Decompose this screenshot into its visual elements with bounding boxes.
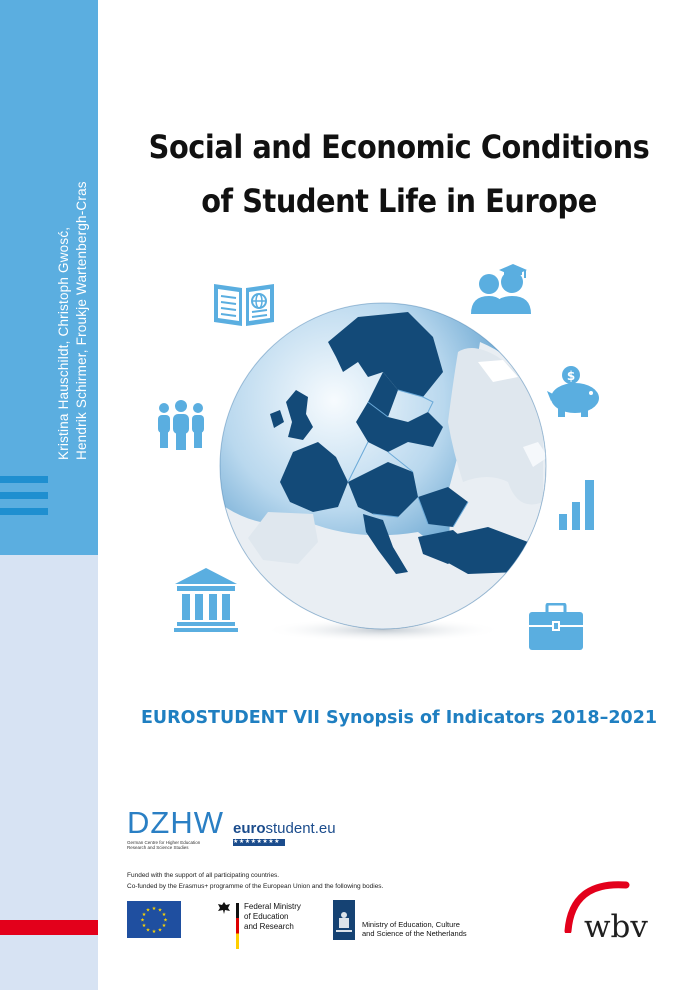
svg-text:★: ★ bbox=[161, 923, 167, 929]
authors bbox=[55, 130, 91, 460]
dzhw-logo-text: DZHW bbox=[127, 805, 224, 840]
nl-line-1: Ministry of Education, Culture bbox=[362, 920, 460, 929]
group-of-people-icon bbox=[156, 400, 206, 450]
authors-line-1: Kristina Hauschildt, Christoph Gwosć, bbox=[56, 226, 71, 460]
book-subtitle: EUROSTUDENT VII Synopsis of Indicators 2018–2021 bbox=[140, 708, 658, 728]
eurostudent-light: student.eu bbox=[265, 820, 336, 837]
svg-text:$: $ bbox=[566, 369, 576, 383]
svg-text:★: ★ bbox=[141, 923, 147, 929]
title-line-1: Social and Economic Conditions bbox=[148, 128, 650, 166]
bar-chart-icon bbox=[557, 478, 597, 530]
wbv-text: wbv bbox=[584, 909, 648, 945]
eu-flag-icon bbox=[127, 901, 181, 938]
funding-line-1: Funded with the support of all participating countries. bbox=[127, 872, 280, 879]
federal-eagle-icon bbox=[217, 901, 231, 915]
svg-text:★: ★ bbox=[140, 917, 145, 924]
eurostudent-stars-icon: ★★★★★★★★ bbox=[233, 839, 285, 846]
nl-line-2: and Science of the Netherlands bbox=[362, 929, 467, 938]
spine-stripe bbox=[0, 492, 48, 499]
svg-text:★: ★ bbox=[157, 907, 163, 914]
bmbf-name bbox=[244, 902, 301, 932]
dzhw-logo-subtitle: German Centre for Higher Education Research and Science Studies bbox=[127, 840, 201, 850]
bmbf-line-1: Federal Ministry bbox=[244, 902, 301, 911]
svg-text:★: ★ bbox=[157, 927, 163, 934]
funding-note bbox=[127, 870, 383, 892]
spine-stripe bbox=[0, 508, 48, 515]
funding-line-2: Co-funded by the Erasmus+ programme of the European Union and the following bodies. bbox=[127, 883, 384, 890]
svg-text:★: ★ bbox=[145, 927, 151, 934]
eurostudent-logo bbox=[233, 820, 336, 846]
globe-europe-icon bbox=[218, 302, 550, 642]
nl-coat-of-arms-icon bbox=[333, 900, 355, 940]
eurostudent-bold: euro bbox=[233, 820, 266, 837]
german-flag-bar bbox=[236, 903, 239, 949]
piggy-bank-icon bbox=[545, 365, 603, 417]
svg-text:★: ★ bbox=[161, 912, 167, 918]
svg-text:★: ★ bbox=[151, 906, 157, 912]
svg-text:★: ★ bbox=[151, 929, 157, 935]
title-line-2: of Student Life in Europe bbox=[201, 182, 597, 220]
red-accent-bar bbox=[0, 920, 98, 935]
spine-stripe bbox=[0, 476, 48, 483]
svg-text:★: ★ bbox=[145, 907, 151, 914]
svg-text:★: ★ bbox=[141, 912, 147, 918]
authors-line-2: Hendrik Schirmer, Froukje Wartenbergh-Cras bbox=[74, 181, 89, 460]
bmbf-line-3: and Research bbox=[244, 922, 294, 931]
dzhw-logo bbox=[127, 805, 224, 850]
book-title bbox=[128, 120, 670, 228]
svg-text:★: ★ bbox=[163, 917, 168, 924]
nl-ministry-name bbox=[362, 920, 467, 938]
bmbf-line-2: of Education bbox=[244, 912, 289, 921]
